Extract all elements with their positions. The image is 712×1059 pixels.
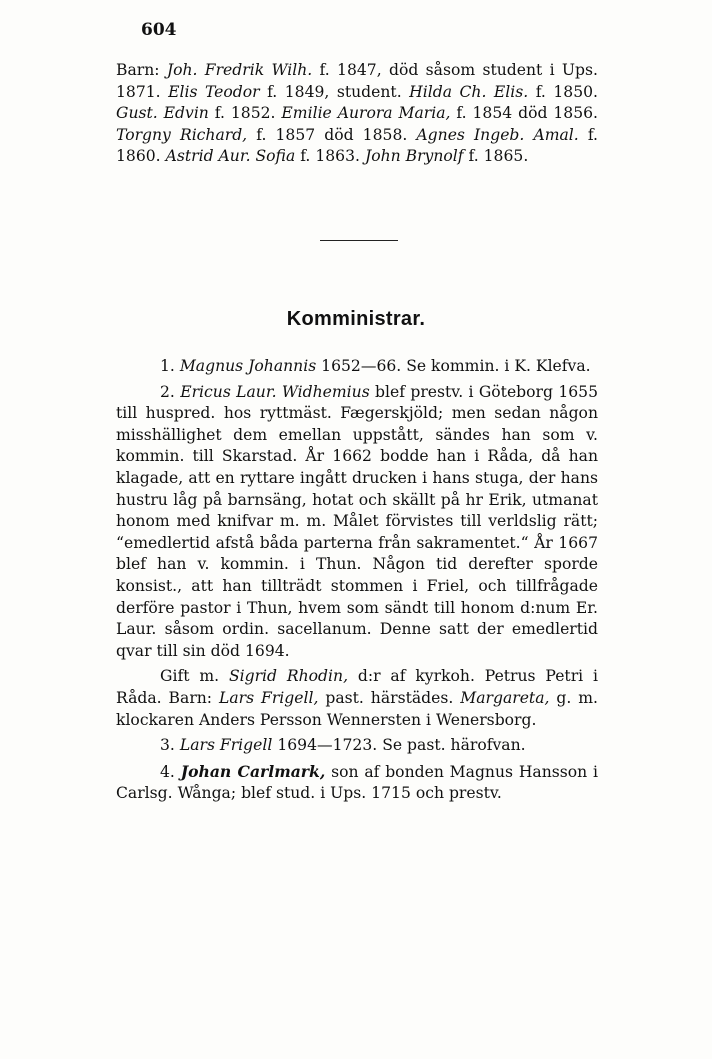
entry-3: 3. Lars Frigell 1694—1723. Se past. härofvan. (160, 736, 526, 755)
page-number: 604 (141, 20, 177, 40)
child-name: Joh. Fredrik Wilh. (166, 61, 313, 79)
entry-4: 4. Johan Carlmark, son af bonden Magnus Hansson i Carlsg. Wånga; blef stud. i Ups. 1715 och prestv. (116, 761, 599, 803)
child-name: Astrid Aur. Sofia (165, 147, 296, 166)
spouse-name: Sigrid Rhodin, (228, 667, 349, 686)
child-name: Lars Frigell, (219, 688, 319, 707)
child-name: Agnes Ingeb. Amal. (416, 125, 579, 144)
entry-name: Johan Carlmark, (180, 761, 326, 781)
child-name: Gust. Edvin (116, 104, 209, 123)
entry-1: 1. Magnus Johannis 1652—66. Se kommin. i K. Klefva. (160, 357, 591, 375)
entry-2-marriage: Gift m. Sigrid Rhodin, d:r af kyrkoh. Petrus Petri i Råda. Barn: Lars Frigell, past. härstädes. Margareta, g. m. klockaren Anders Persson Wennersten i Wenersborg. (116, 667, 598, 729)
section-heading: Komministrar. (286, 308, 426, 330)
child-name: Elis Teodor (168, 82, 260, 101)
entries-list (116, 356, 598, 809)
child-name: John Brynolf (364, 147, 464, 166)
entry-name: Magnus Johannis (179, 357, 317, 375)
child-name: Torgny Richard, (116, 125, 248, 144)
section-divider (320, 240, 398, 241)
children-paragraph: Barn: Joh. Fredrik Wilh. f. 1847, död såsom student i Ups. 1871. Elis Teodor f. 1849, student. Hilda Ch. Elis. f. 1850. Gust. Edvin f. 1852. Emilie Aurora Maria, f. 1854 död 1856. Torgny Richard, f. 1857 död 1858. Agnes Ingeb. Amal. f. 1860. Astrid Aur. Sofia f. 1863. John Brynolf f. 1865. (116, 61, 599, 166)
child-name: Margareta, (460, 688, 550, 707)
entry-name: Ericus Laur. Widhemius (180, 382, 370, 401)
child-name: Hilda Ch. Elis. (409, 82, 529, 101)
entry-2: 2. Ericus Laur. Widhemius blef prestv. i Göteborg 1655 till huspred. hos ryttmäst. Fægerskjöld; men sedan någon misshällighet dem emellan uppstått, sändes han som v. kommin. till Skarstad. År 1662 bodde han i Råda, då han klagade, att en ryttare ingått drucken i hans stuga, der hans hustru låg på barnsäng, hotat och skällt på hr Erik, utmanat honom med knifvar m. m. Målet förvistes till verldslig rätt; “emedlertid afstå båda parterna från sakramentet.“ År 1667 blef han v. kommin. i Thun. Någon tid derefter sporde konsist., att han tillträdt stommen i Friel, och tillfrågade derföre pastor i Thun, hvem som sändt till honom d:num Er. Laur. såsom ordin. sacellanum. Denne satt der emedlertid qvar till sin död 1694. (116, 382, 598, 660)
entry-name: Lars Frigell (179, 736, 273, 755)
child-name: Emilie Aurora Maria, (281, 104, 451, 123)
